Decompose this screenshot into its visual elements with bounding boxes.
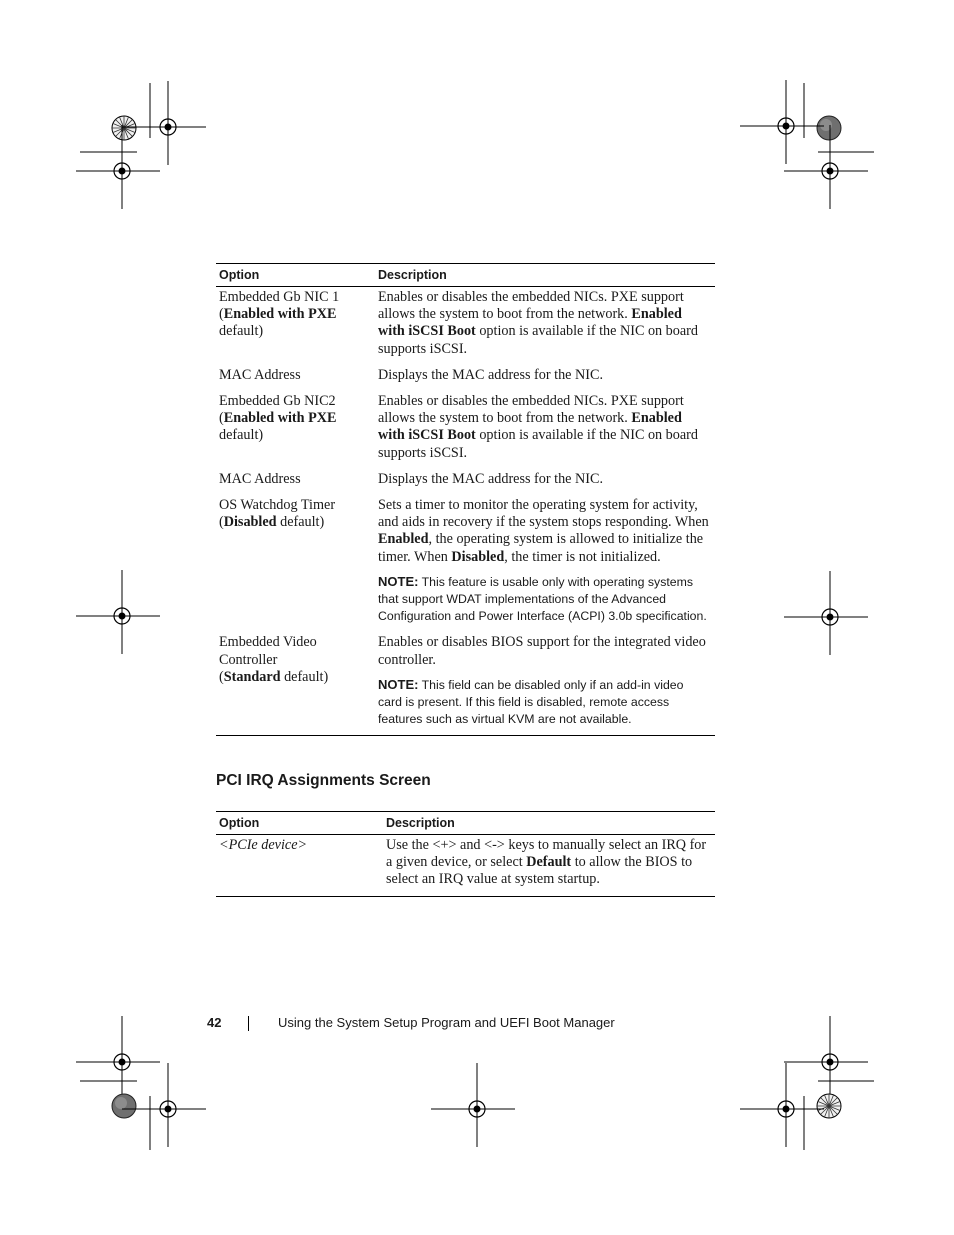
default-value: Enabled with PXE <box>223 306 337 323</box>
column-header-option: Option <box>216 812 383 835</box>
option-cell <box>216 287 375 365</box>
footer-separator <box>248 1016 249 1031</box>
option-name: MAC Address <box>219 470 301 487</box>
paren: ( <box>219 514 224 531</box>
option-cell <box>216 835 383 897</box>
description-text: Sets a timer to monitor the operating system for activity, and aids in recovery if the system stops responding. When <box>378 497 709 531</box>
description-bold: Enabled <box>378 531 429 548</box>
table-row <box>216 835 715 897</box>
option-cell <box>216 365 375 391</box>
bios-options-table <box>216 263 715 736</box>
option-cell <box>216 391 375 469</box>
default-suffix: default) <box>219 323 264 340</box>
table-row <box>216 632 715 736</box>
description-text: Displays the MAC address for the NIC. <box>378 366 603 383</box>
option-cell <box>216 632 375 736</box>
description-cell <box>383 835 715 897</box>
option-name: MAC Address <box>219 366 301 383</box>
option-name: OS Watchdog Timer <box>219 497 336 514</box>
description-bold: Default <box>526 854 572 871</box>
note-text: This field can be disabled only if an add-in video card is present. If this field is disabled, remote access features such as virtual KVM are not available. <box>378 677 684 727</box>
paren: ( <box>219 668 224 685</box>
paren: ( <box>219 410 224 427</box>
description-cell <box>375 632 715 736</box>
description-cell <box>375 287 715 365</box>
pci-irq-table <box>216 811 715 897</box>
description-text: Enables or disables the embedded NICs. PXE support allows the system to boot from the network. <box>378 393 684 427</box>
option-name: Embedded Gb NIC2 <box>219 393 336 410</box>
column-header-description: Description <box>375 264 715 287</box>
note <box>378 573 709 626</box>
note <box>378 676 709 729</box>
table-row <box>216 469 715 495</box>
default-value: Enabled with PXE <box>223 410 337 427</box>
description-text: option is available if the NIC on board supports iSCSI. <box>378 427 698 461</box>
table-row <box>216 495 715 632</box>
default-suffix: default) <box>280 668 329 685</box>
table-header-row <box>216 264 715 287</box>
running-footer: Using the System Setup Program and UEFI Boot Manager <box>278 1015 615 1030</box>
description-cell <box>375 365 715 391</box>
description-text: Use the <+> and <-> keys to manually select an IRQ for a given device, or select <box>386 837 707 871</box>
option-name: Embedded Video Controller <box>219 634 317 668</box>
option-cell <box>216 495 375 632</box>
table-row <box>216 365 715 391</box>
column-header-description: Description <box>383 812 715 835</box>
description-cell <box>375 495 715 632</box>
note-label: NOTE: <box>378 573 419 589</box>
description-bold: Disabled <box>451 548 505 565</box>
section-heading: PCI IRQ Assignments Screen <box>216 772 431 789</box>
note-text: This feature is usable only with operating systems that support WDAT implementations of the Advanced Configuration and Power Interface (ACPI) 3.0b specification. <box>378 574 707 624</box>
description-cell <box>375 469 715 495</box>
default-value: Disabled <box>223 514 277 531</box>
option-cell <box>216 469 375 495</box>
description-text: , the timer is not initialized. <box>504 548 661 565</box>
option-name: Embedded Gb NIC 1 <box>219 289 340 305</box>
option-name: <PCIe device> <box>219 837 308 853</box>
default-value: Standard <box>223 668 281 685</box>
default-suffix: default) <box>276 514 325 531</box>
description-text: Enables or disables the embedded NICs. PXE support allows the system to boot from the network. <box>378 289 684 323</box>
description-paragraph <box>378 634 709 668</box>
note-label: NOTE: <box>378 676 419 692</box>
default-suffix: default) <box>219 427 264 444</box>
description-paragraph <box>378 497 709 566</box>
paren: ( <box>219 306 224 323</box>
description-text: , the operating system is allowed to initialize the timer. When <box>378 531 704 565</box>
table-row <box>216 287 715 365</box>
description-bold: Enabled with iSCSI Boot <box>378 410 682 444</box>
column-header-option: Option <box>216 264 375 287</box>
description-text: option is available if the NIC on board supports iSCSI. <box>378 323 698 357</box>
table-header-row <box>216 812 715 835</box>
description-text: Displays the MAC address for the NIC. <box>378 470 603 487</box>
page-number: 42 <box>207 1015 222 1030</box>
description-cell <box>375 391 715 469</box>
description-text: Enables or disables BIOS support for the integrated video controller. <box>378 634 706 668</box>
table-row <box>216 391 715 469</box>
description-bold: Enabled with iSCSI Boot <box>378 306 682 340</box>
description-text: to allow the BIOS to select an IRQ value at system startup. <box>386 854 693 888</box>
